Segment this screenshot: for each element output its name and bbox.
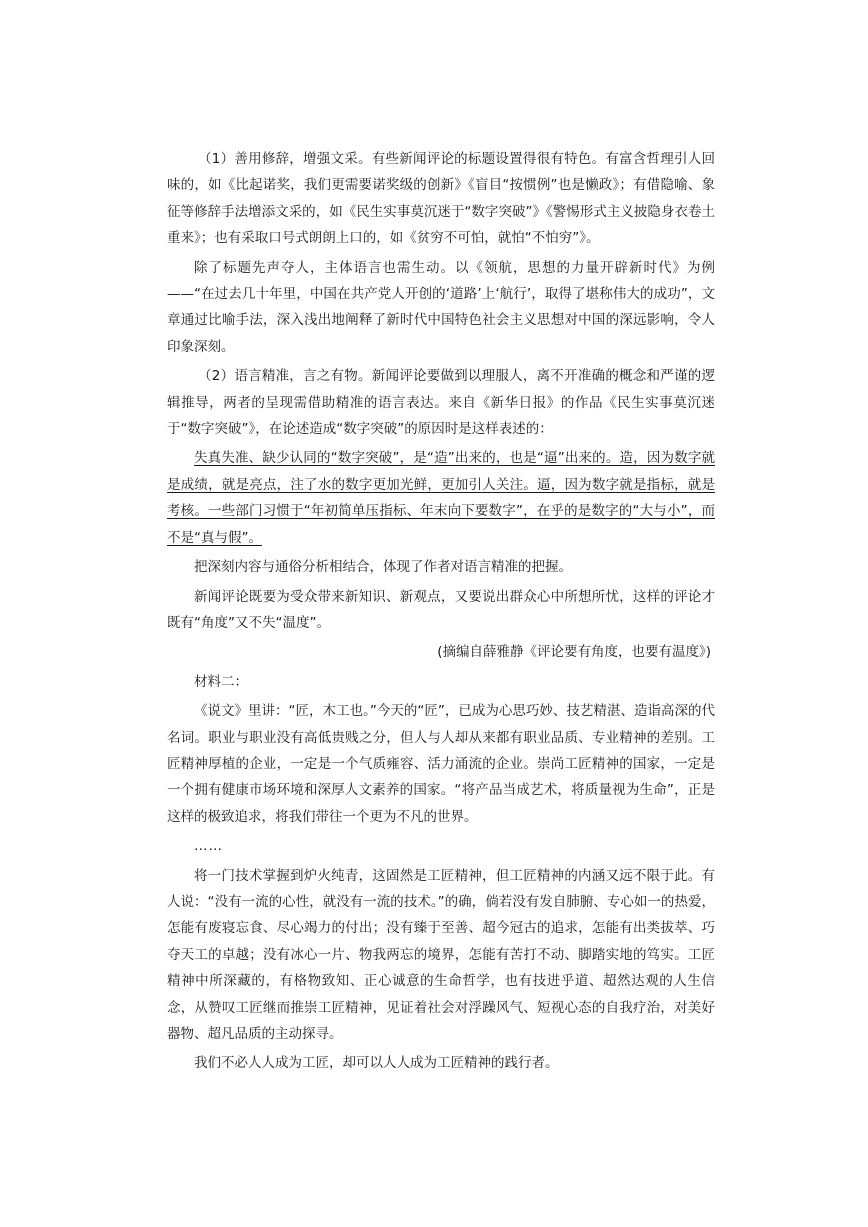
underlined-quotation: 失真失准、缺少认同的“数字突破”，是“造”出来的，也是“逼”出来的。造，因为数字就是成绩，就是亮点，注了水的数字更加光鲜，更加引人关注。逼，因为数字就是指标，就是考核。一些部门习惯于“年初简单压指标、年末向下要数字”，在乎的是数字的“大与小”，而不是“真与假”。 [167, 450, 715, 546]
material-two-heading: 材料二： [194, 673, 248, 690]
paragraph-precise-language: （2）语言精准，言之有物。新闻评论要做到以理服人，离不开准确的概念和严谨的逻辑推导，两者的呈现需借助精准的语言表达。来自《新华日报》的作品《民生实事莫沉迷于“数字突破”》，在论述造成“数字突破”的原因时是这样表述的： [167, 368, 715, 438]
paragraph-final: 我们不必人人成为工匠，却可以人人成为工匠精神的践行者。 [194, 1055, 559, 1072]
ellipsis: …… [194, 838, 223, 855]
paragraph-summary: 把深刻内容与通俗分析相结合，体现了作者对语言精准的把握。 [194, 559, 572, 576]
document-body [167, 146, 715, 1080]
paragraph-conclusion: 新闻评论既要为受众带来新知识、新观点，又要说出群众心中所想所忧，这样的评论才既有“角度”又不失“温度”。 [167, 588, 715, 631]
paragraph-craftsman-spirit: 将一门技术掌握到炉火纯青，这固然是工匠精神，但工匠精神的内涵又远不限于此。有人说：“没有一流的心性，就没有一流的技术。”的确，倘若没有发自肺腑、专心如一的热爱，怎能有废寝忘食、尽心竭力的付出；没有臻于至善、超今冠古的追求，怎能有出类拔萃、巧夺天工的卓越；没有冰心一片、物我两忘的境界，怎能有苦打不动、脚踏实地的笃实。工匠精神中所深藏的，有格物致知、正心诚意的生命哲学，也有技进乎道、超然达观的人生信念，从赞叹工匠继而推崇工匠精神，见证着社会对浮躁风气、短视心态的自我疗治，对美好器物、超凡品质的主动探寻。 [167, 867, 715, 1042]
source-citation: (摘编自薛雅静《评论要有角度，也要有温度》) [437, 644, 711, 661]
paragraph-main-language: 除了标题先声夺人，主体语言也需生动。以《领航，思想的力量开辟新时代》为例——“在过去几十年里，中国在共产党人开创的‘道路’上‘航行’，取得了堪称伟大的成功”，文章通过比喻手法，深入浅出地阐释了新时代中国特色社会主义思想对中国的深远影响，令人印象深刻。 [167, 259, 715, 355]
paragraph-rhetoric: （1）善用修辞，增强文采。有些新闻评论的标题设置得很有特色。有富含哲理引人回味的，如《比起诺奖，我们更需要诺奖级的创新》《盲目“按惯例”也是懒政》；有借隐喻、象征等修辞手法增添文采的，如《民生实事莫沉迷于“数字突破”》《警惕形式主义披隐身衣卷土重来》；也有采取口号式朗朗上口的，如《贫穷不可怕，就怕“不怕穷”》。 [167, 151, 715, 247]
paragraph-craftsman-definition: 《说文》里讲：“匠，木工也。”今天的“匠”，已成为心思巧妙、技艺精湛、造诣高深的代名词。职业与职业没有高低贵贱之分，但人与人却从来都有职业品质、专业精神的差别。工匠精神厚植的企业，一定是一个气质雍容、活力涌流的企业。崇尚工匠精神的国家，一定是一个拥有健康市场环境和深厚人文素养的国家。“将产品当成艺术，将质量视为生命”，正是这样的极致追求，将我们带往一个更为不凡的世界。 [167, 703, 715, 825]
